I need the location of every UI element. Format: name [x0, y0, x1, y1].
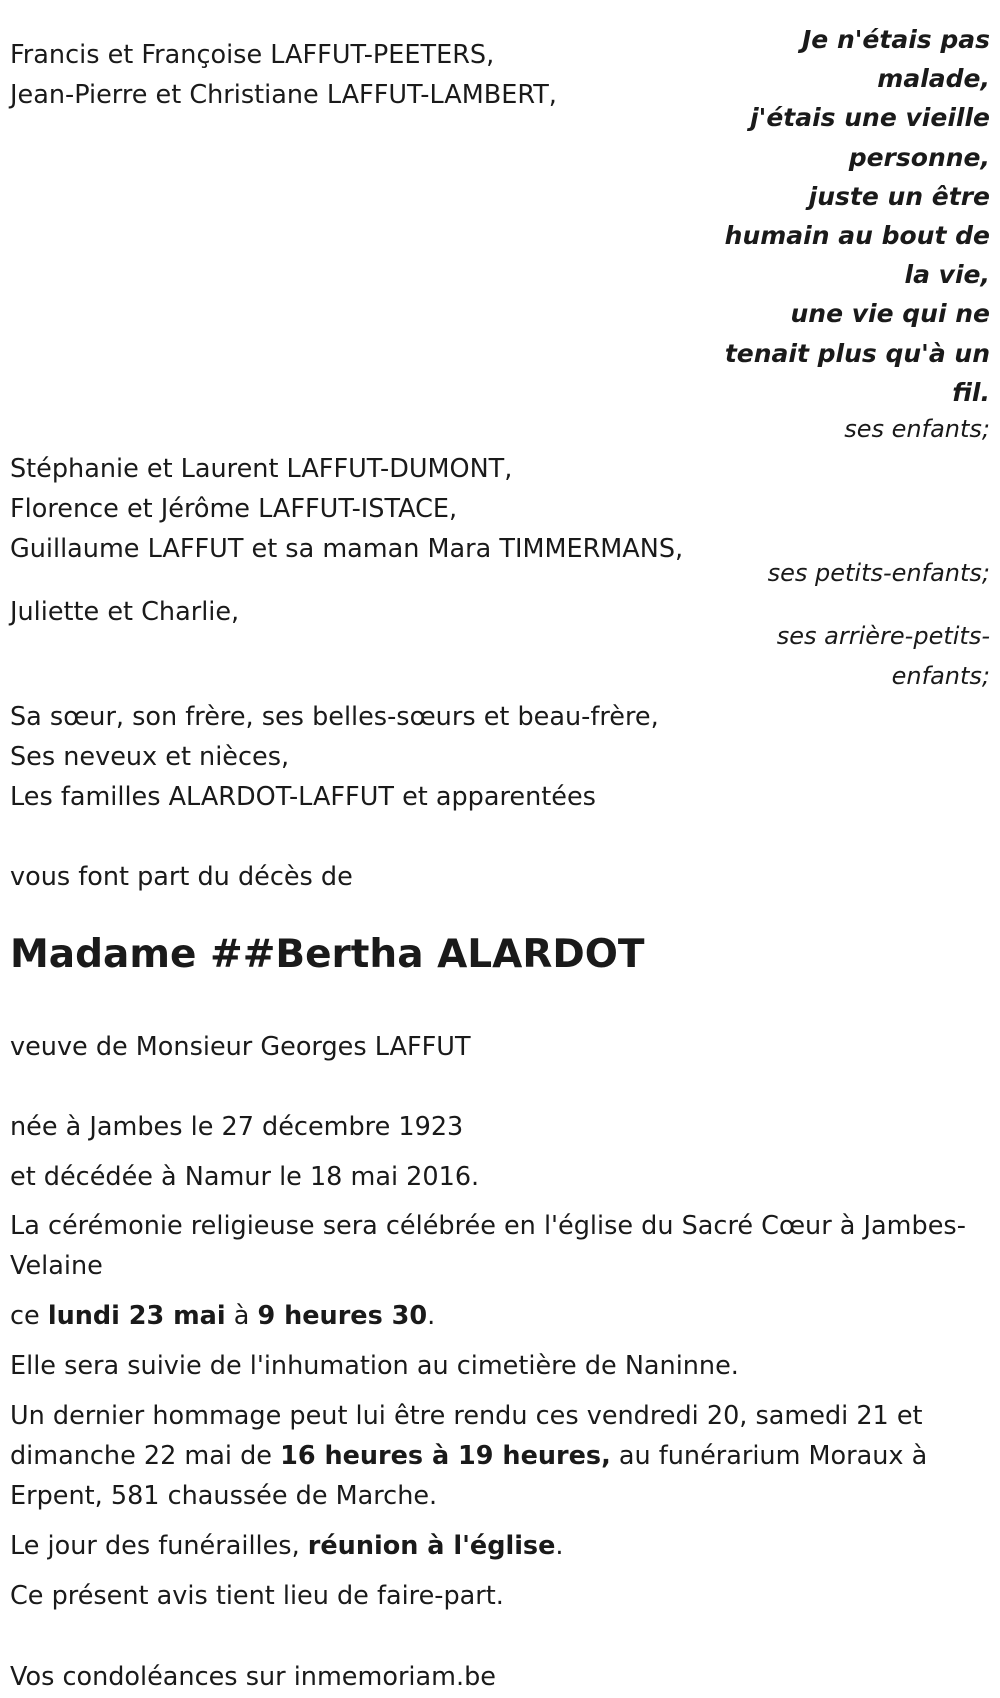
- funeral-day-suffix: .: [555, 1531, 564, 1561]
- funeral-day: [10, 1526, 564, 1566]
- ceremony-date-suffix: .: [427, 1301, 436, 1331]
- ceremony-date: [10, 1296, 435, 1336]
- family-line-2: Ses neveux et nièces,: [10, 742, 290, 772]
- ceremony-time-bold: 9 heures 30: [257, 1301, 428, 1331]
- tribute-part-1: Un dernier hommage peut lui être rendu ces vendredi 20, samedi 21 et dimanche 22 mai de: [10, 1401, 923, 1471]
- tribute-hours: 16 heures à 19 heures,: [280, 1441, 611, 1471]
- grandchildren-line-1: Stéphanie et Laurent LAFFUT-DUMONT,: [10, 454, 513, 484]
- role-children: ses enfants;: [844, 415, 990, 443]
- ceremony-date-bold: lundi 23 mai: [47, 1301, 226, 1331]
- birth-info: née à Jambes le 27 décembre 1923: [10, 1112, 464, 1142]
- poem-line-3: juste un être humain au bout de la vie,: [724, 181, 990, 290]
- widow-of: veuve de Monsieur Georges LAFFUT: [10, 1032, 471, 1062]
- great-grandchildren-line-1: Juliette et Charlie,: [10, 597, 240, 627]
- notice: Ce présent avis tient lieu de faire-part.: [10, 1581, 504, 1611]
- death-info: et décédée à Namur le 18 mai 2016.: [10, 1162, 480, 1192]
- deceased-name: Madame ##Bertha ALARDOT: [10, 932, 645, 977]
- ceremony-date-middle: à: [225, 1301, 258, 1331]
- poem: [720, 20, 990, 412]
- ceremony-date-prefix: ce: [10, 1301, 48, 1331]
- role-grandchildren: ses petits-enfants;: [767, 559, 990, 587]
- grandchildren-line-2: Florence et Jérôme LAFFUT-ISTACE,: [10, 494, 458, 524]
- children-line-1: Francis et Françoise LAFFUT-PEETERS,: [10, 40, 495, 70]
- burial-info: Elle sera suivie de l'inhumation au cimetière de Naninne.: [10, 1351, 739, 1381]
- role-great-grandchildren: ses arrière-petits-enfants;: [776, 622, 990, 690]
- family-line-3: Les familles ALARDOT-LAFFUT et apparentées: [10, 782, 596, 812]
- poem-line-2: j'étais une vieille personne,: [750, 103, 990, 172]
- announcement: vous font part du décès de: [10, 862, 353, 892]
- funeral-day-prefix: Le jour des funérailles,: [10, 1531, 308, 1561]
- poem-line-1: Je n'étais pas malade,: [802, 25, 990, 94]
- ceremony-text: La cérémonie religieuse sera célébrée en l'église du Sacré Cœur à Jambes-Velaine: [10, 1211, 966, 1281]
- grandchildren-line-3: Guillaume LAFFUT et sa maman Mara TIMMERMANS,: [10, 534, 684, 564]
- tribute-text: [10, 1396, 985, 1516]
- family-line-1: Sa sœur, son frère, ses belles-sœurs et beau-frère,: [10, 702, 659, 732]
- funeral-day-bold: réunion à l'église: [307, 1531, 556, 1561]
- poem-line-4: une vie qui ne tenait plus qu'à un fil.: [724, 299, 990, 407]
- condolences: Vos condoléances sur inmemoriam.be: [10, 1662, 496, 1692]
- tribute-part-2: au funérarium Moraux à Erpent, 581 chaussée de Marche.: [10, 1441, 928, 1511]
- children-line-2: Jean-Pierre et Christiane LAFFUT-LAMBERT,: [10, 80, 557, 110]
